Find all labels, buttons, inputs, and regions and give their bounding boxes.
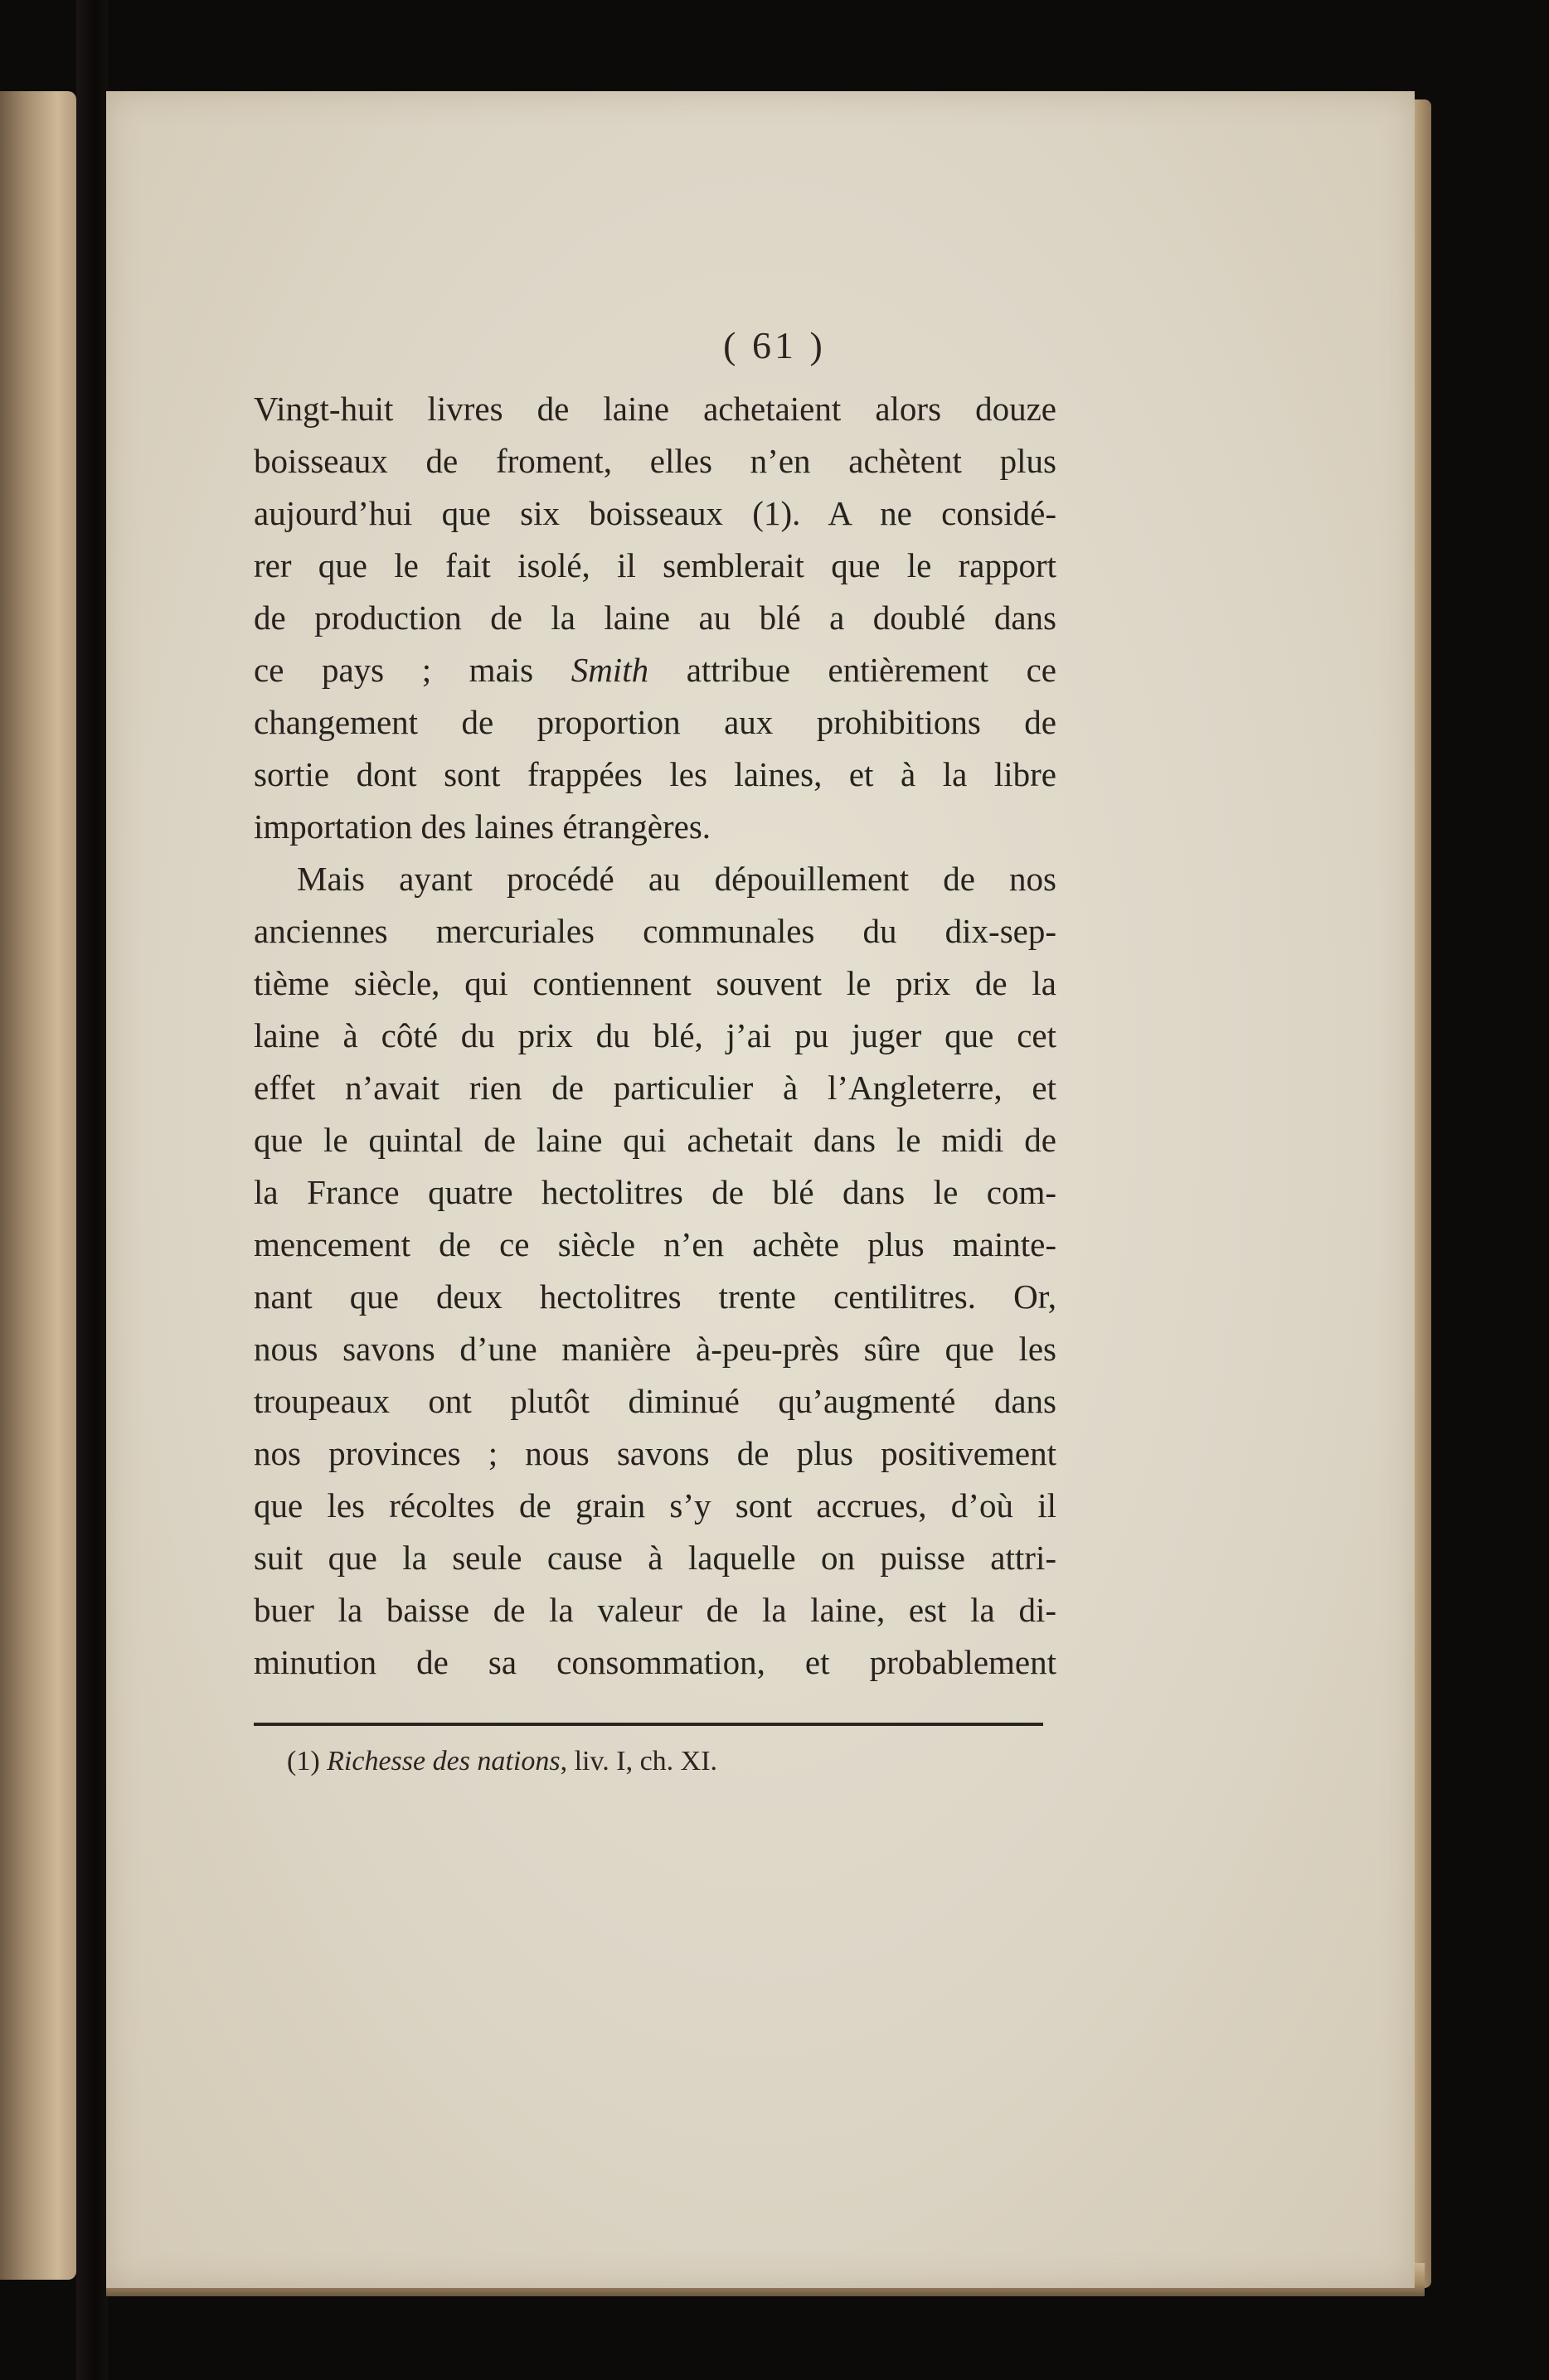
text-line: tième siècle, qui contiennent souvent le prix de la	[254, 964, 1056, 1002]
text-segment: ce pays ; mais	[254, 651, 571, 689]
text-line: la France quatre hectolitres de blé dans le com-	[254, 1173, 1056, 1211]
paragraph-start: Mais ayant procédé au dépouillement de nos	[297, 860, 1056, 898]
text-line: buer la baisse de la valeur de la laine, est la di-	[254, 1591, 1056, 1629]
footnote-title: Richesse des nations	[327, 1746, 561, 1777]
text-line: laine à côté du prix du blé, j’ai pu juger que cet	[254, 1016, 1056, 1054]
text-line: nous savons d’une manière à-peu-près sûre que les	[254, 1330, 1056, 1368]
text-line: importation des laines étrangères.	[254, 807, 711, 846]
text-line: nos provinces ; nous savons de plus positivement	[254, 1434, 1056, 1472]
text-line: changement de proportion aux prohibitions de	[254, 703, 1056, 741]
text-line: sortie dont sont frappées les laines, et à la libre	[254, 755, 1056, 793]
text-line: que les récoltes de grain s’y sont accrues, d’où il	[254, 1486, 1056, 1524]
footnote	[287, 1746, 1033, 1777]
text-line: suit que la seule cause à laquelle on puisse attri-	[254, 1539, 1056, 1577]
text-line: Vingt-huit livres de laine achetaient alors douze	[254, 390, 1056, 428]
text-line: aujourd’hui que six boisseaux (1). A ne considé-	[254, 494, 1056, 532]
text-line: nant que deux hectolitres trente centilitres. Or,	[254, 1277, 1056, 1316]
text-line: anciennes mercuriales communales du dix-sep-	[254, 912, 1056, 950]
text-line: boisseaux de froment, elles n’en achètent plus	[254, 442, 1056, 480]
text-line: rer que le fait isolé, il semblerait que le rapport	[254, 546, 1056, 584]
page-number: ( 61 )	[723, 324, 826, 366]
left-page-edge	[0, 91, 76, 2280]
text-line: troupeaux ont plutôt diminué qu’augmenté dans	[254, 1382, 1056, 1420]
text-line: effet n’avait rien de particulier à l’Angleterre, et	[254, 1069, 1056, 1107]
author-name: Smith	[571, 651, 649, 689]
body-text	[254, 383, 1056, 1689]
footnote-reference: , liv. I, ch. XI.	[560, 1746, 718, 1777]
text-line-with-name	[254, 644, 1056, 696]
text-line: que le quintal de laine qui achetait dans le midi de	[254, 1121, 1056, 1159]
footnote-rule	[254, 1723, 1043, 1726]
text-line: de production de la laine au blé a doublé dans	[254, 599, 1056, 637]
footnote-marker: (1)	[287, 1746, 320, 1777]
text-line: mencement de ce siècle n’en achète plus mainte-	[254, 1225, 1056, 1263]
text-segment: attribue entièrement ce	[648, 651, 1056, 689]
text-line: minution de sa consommation, et probablement	[254, 1643, 1056, 1681]
